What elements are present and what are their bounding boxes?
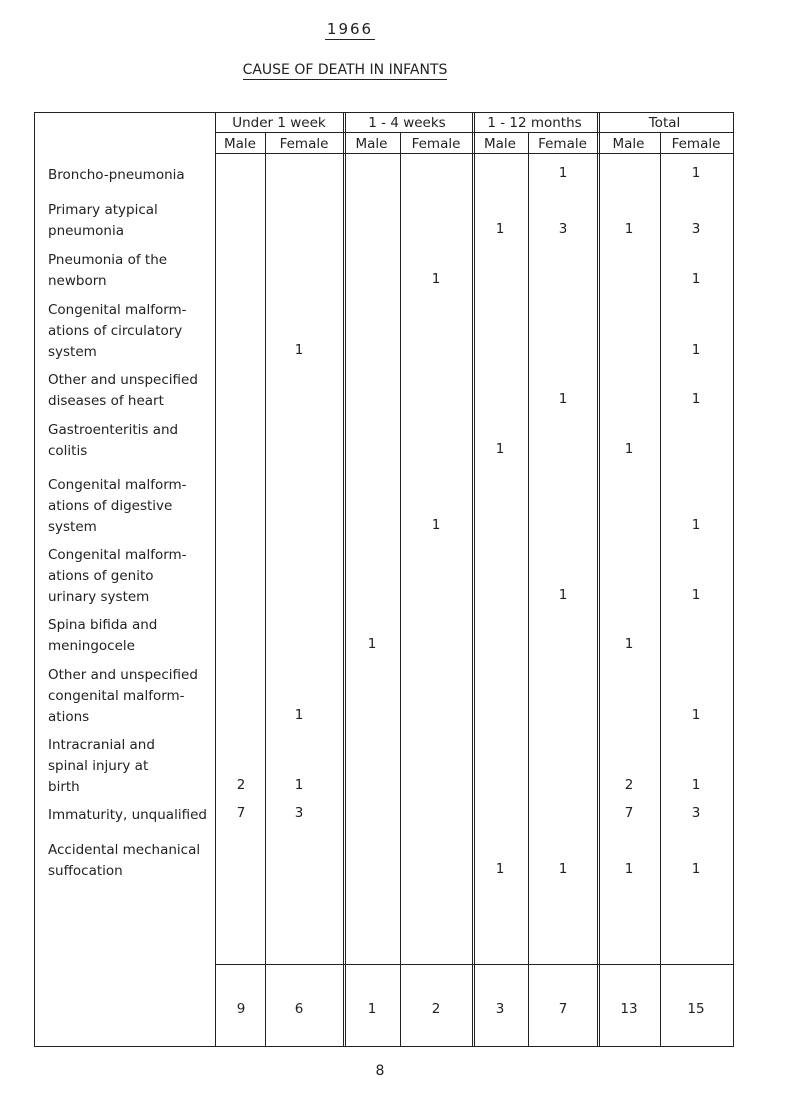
row-label: Gastroenteritis and colitis	[48, 422, 179, 459]
table-cell: 1	[558, 165, 568, 181]
table-cell: 1	[431, 271, 441, 287]
col-divider	[265, 132, 266, 1046]
table-cell: 7	[624, 805, 634, 821]
total-cell: 3	[495, 1001, 505, 1017]
subheader-female: Female	[279, 136, 329, 152]
total-cell: 6	[294, 1001, 304, 1017]
table-cell: 1	[558, 861, 568, 877]
group-header-under-1-week: Under 1 week	[232, 115, 326, 131]
table-cell: 1	[495, 441, 505, 457]
total-cell: 13	[620, 1001, 638, 1017]
table-cell: 1	[691, 861, 701, 877]
table-cell: 3	[691, 805, 701, 821]
subheader-male: Male	[484, 136, 516, 152]
table-cell: 1	[691, 777, 701, 793]
table-cell: 1	[624, 861, 634, 877]
table-cell: 1	[691, 271, 701, 287]
row-label: Broncho-pneumonia	[48, 167, 185, 183]
total-cell: 9	[236, 1001, 246, 1017]
subheader-female: Female	[671, 136, 721, 152]
table-cell: 1	[691, 165, 701, 181]
table-cell: 1	[691, 517, 701, 533]
table-cell: 1	[294, 707, 304, 723]
total-cell: 1	[367, 1001, 377, 1017]
table-cell: 3	[558, 221, 568, 237]
group-header-1-4-weeks: 1 - 4 weeks	[368, 115, 446, 131]
table-cell: 1	[691, 587, 701, 603]
subheader-male: Male	[224, 136, 256, 152]
table-cell: 2	[236, 777, 246, 793]
total-cell: 2	[431, 1001, 441, 1017]
page-number: 8	[375, 1063, 385, 1079]
table-cell: 1	[431, 517, 441, 533]
row-label: Congenital malform- ations of genito urinary system	[48, 547, 187, 605]
col-divider	[400, 132, 401, 1046]
group-divider	[472, 113, 475, 1046]
group-divider	[343, 113, 346, 1046]
table-cell: 1	[558, 391, 568, 407]
total-cell: 7	[558, 1001, 568, 1017]
row-label: Other and unspecified congenital malform- ations	[48, 667, 198, 725]
table-cell: 1	[495, 861, 505, 877]
table-cell: 1	[624, 221, 634, 237]
row-label: Congenital malform- ations of digestive system	[48, 477, 187, 535]
subheader-male: Male	[612, 136, 645, 152]
table-cell: 1	[691, 707, 701, 723]
group-divider	[597, 113, 600, 1046]
group-header-total: Total	[648, 115, 681, 131]
subheader-female: Female	[538, 136, 587, 152]
row-label: Immaturity, unqualified	[48, 807, 207, 823]
table-cell: 7	[236, 805, 246, 821]
table-cell: 1	[691, 342, 701, 358]
row-label: Intracranial and spinal injury at birth	[48, 737, 155, 795]
row-label: Spina bifida and meningocele	[48, 617, 158, 654]
row-label: Primary atypical pneumonia	[48, 202, 158, 239]
table-cell: 2	[624, 777, 634, 793]
table-cell: 1	[558, 587, 568, 603]
table-cell: 1	[624, 441, 634, 457]
total-cell: 15	[687, 1001, 705, 1017]
table-cell: 1	[367, 636, 377, 652]
table-title: CAUSE OF DEATH IN INFANTS	[242, 62, 448, 78]
col-divider	[528, 132, 529, 1046]
table-cell: 1	[624, 636, 634, 652]
report-year: 1966	[326, 20, 374, 38]
row-label: Pneumonia of the newborn	[48, 252, 168, 289]
col-divider	[660, 132, 661, 1046]
subheader-female: Female	[411, 136, 461, 152]
subheader-male: Male	[355, 136, 388, 152]
table-cell: 1	[294, 777, 304, 793]
row-label: Accidental mechanical suffocation	[48, 842, 201, 879]
table-cell: 3	[691, 221, 701, 237]
table-cell: 1	[495, 221, 505, 237]
group-header-1-12-months: 1 - 12 months	[487, 115, 582, 131]
table-cell: 3	[294, 805, 304, 821]
row-label: Congenital malform- ations of circulatory system	[48, 302, 187, 360]
row-label: Other and unspecified diseases of heart	[48, 372, 198, 409]
table-cell: 1	[691, 391, 701, 407]
table-cell: 1	[294, 342, 304, 358]
